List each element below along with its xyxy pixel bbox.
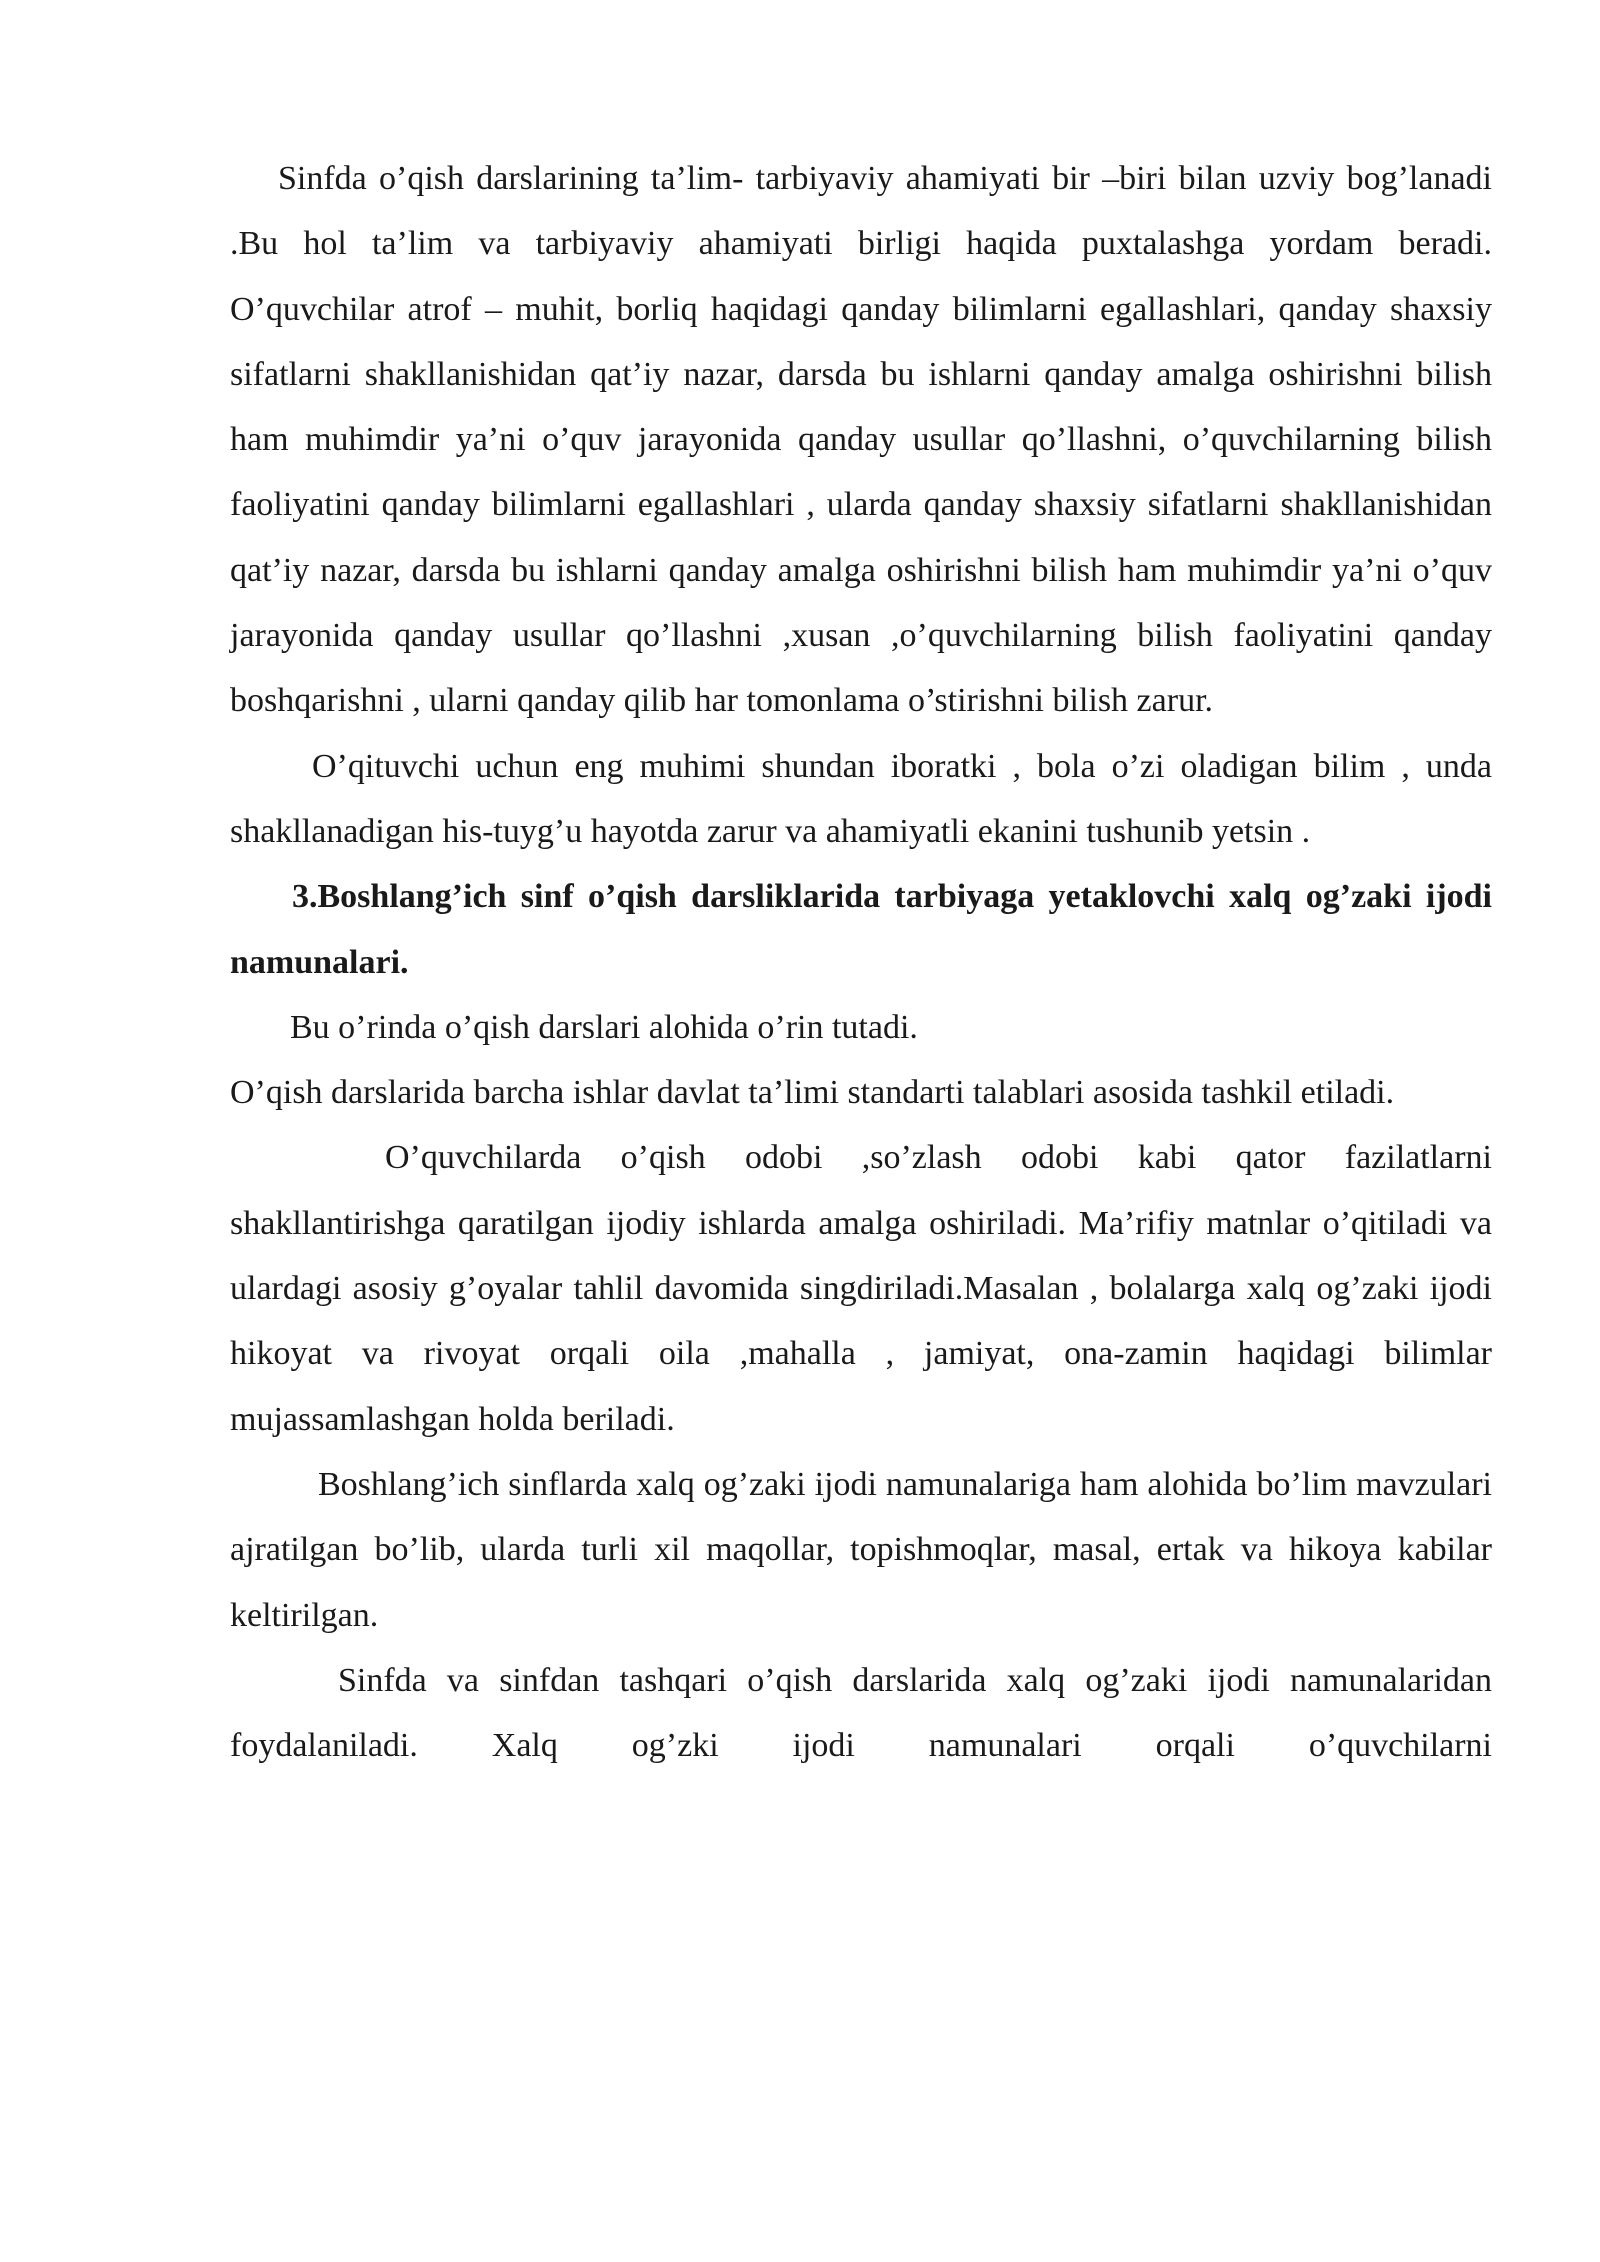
section-heading: 3.Boshlang’ich sinf o’qish darsliklarida tarbiyaga yetaklovchi xalq og’zaki ijodi namunalari.: [230, 878, 1492, 981]
paragraph-7: Sinfda va sinfdan tashqari o’qish darslarida xalq og’zaki ijodi namunalaridan foydalaniladi. Xalq og’zki ijodi namunalari orqali o’quvchilarni: [230, 1661, 1492, 1765]
paragraph-1: Sinfda o’qish darslarining ta’lim- tarbiyaviy ahamiyati bir –biri bilan uzviy bog’lanadi .Bu hol ta’lim va tarbiyaviy ahamiyati birligi haqida puxtalashga yordam beradi. O’quvchilar atrof – muhit, borliq haqidagi qanday bilimlarni egallashlari, qanday shaxsiy sifatlarni shakllanishidan qat’iy nazar, darsda bu ishlarni qanday amalga oshirishni bilish ham muhimdir ya’ni o’quv jarayonida qanday usullar qo’llashni, o’quvchilarning bilish faoliyatini qanday bilimlarni egallashlari , ularda qanday shaxsiy sifatlarni shakllanishidan qat’iy nazar, darsda bu ishlarni qanday amalga oshirishni bilish ham muhimdir ya’ni o’quv jarayonida qanday usullar qo’llashni ,xusan ,o’quvchilarning bilish faoliyatini qanday boshqarishni , ularni qanday qilib har tomonlama o’stirishni bilish zarur.: [230, 160, 1492, 720]
paragraph-5: O’quvchilarda o’qish odobi ,so’zlash odobi kabi qator fazilatlarni shakllantirishga qaratilgan ijodiy ishlarda amalga oshiriladi. Ma’rifiy matnlar o’qitiladi va ulardagi asosiy g’oyalar tahlil davomida singdiriladi.Masalan , bolalarga xalq og’zaki ijodi hikoyat va rivoyat orqali oila ,mahalla , jamiyat, ona-zamin haqidagi bilimlar mujassamlashgan holda beriladi.: [230, 1139, 1492, 1438]
paragraph-3: Bu o’rinda o’qish darslari alohida o’rin tutadi.: [290, 1008, 918, 1046]
document-page: [230, 146, 1492, 1778]
paragraph-4: O’qish darslarida barcha ishlar davlat ta’limi standarti talablari asosida tashkil etiladi.: [230, 1074, 1395, 1112]
paragraph-2: O’qituvchi uchun eng muhimi shundan iboratki , bola o’zi oladigan bilim , unda shakllanadigan his-tuyg’u hayotda zarur va ahamiyatli ekanini tushunib yetsin .: [230, 747, 1492, 850]
paragraph-6: Boshlang’ich sinflarda xalq og’zaki ijodi namunalariga ham alohida bo’lim mavzulari ajratilgan bo’lib, ularda turli xil maqollar, topishmoqlar, masal, ertak va hikoya kabilar keltirilgan.: [230, 1465, 1492, 1634]
